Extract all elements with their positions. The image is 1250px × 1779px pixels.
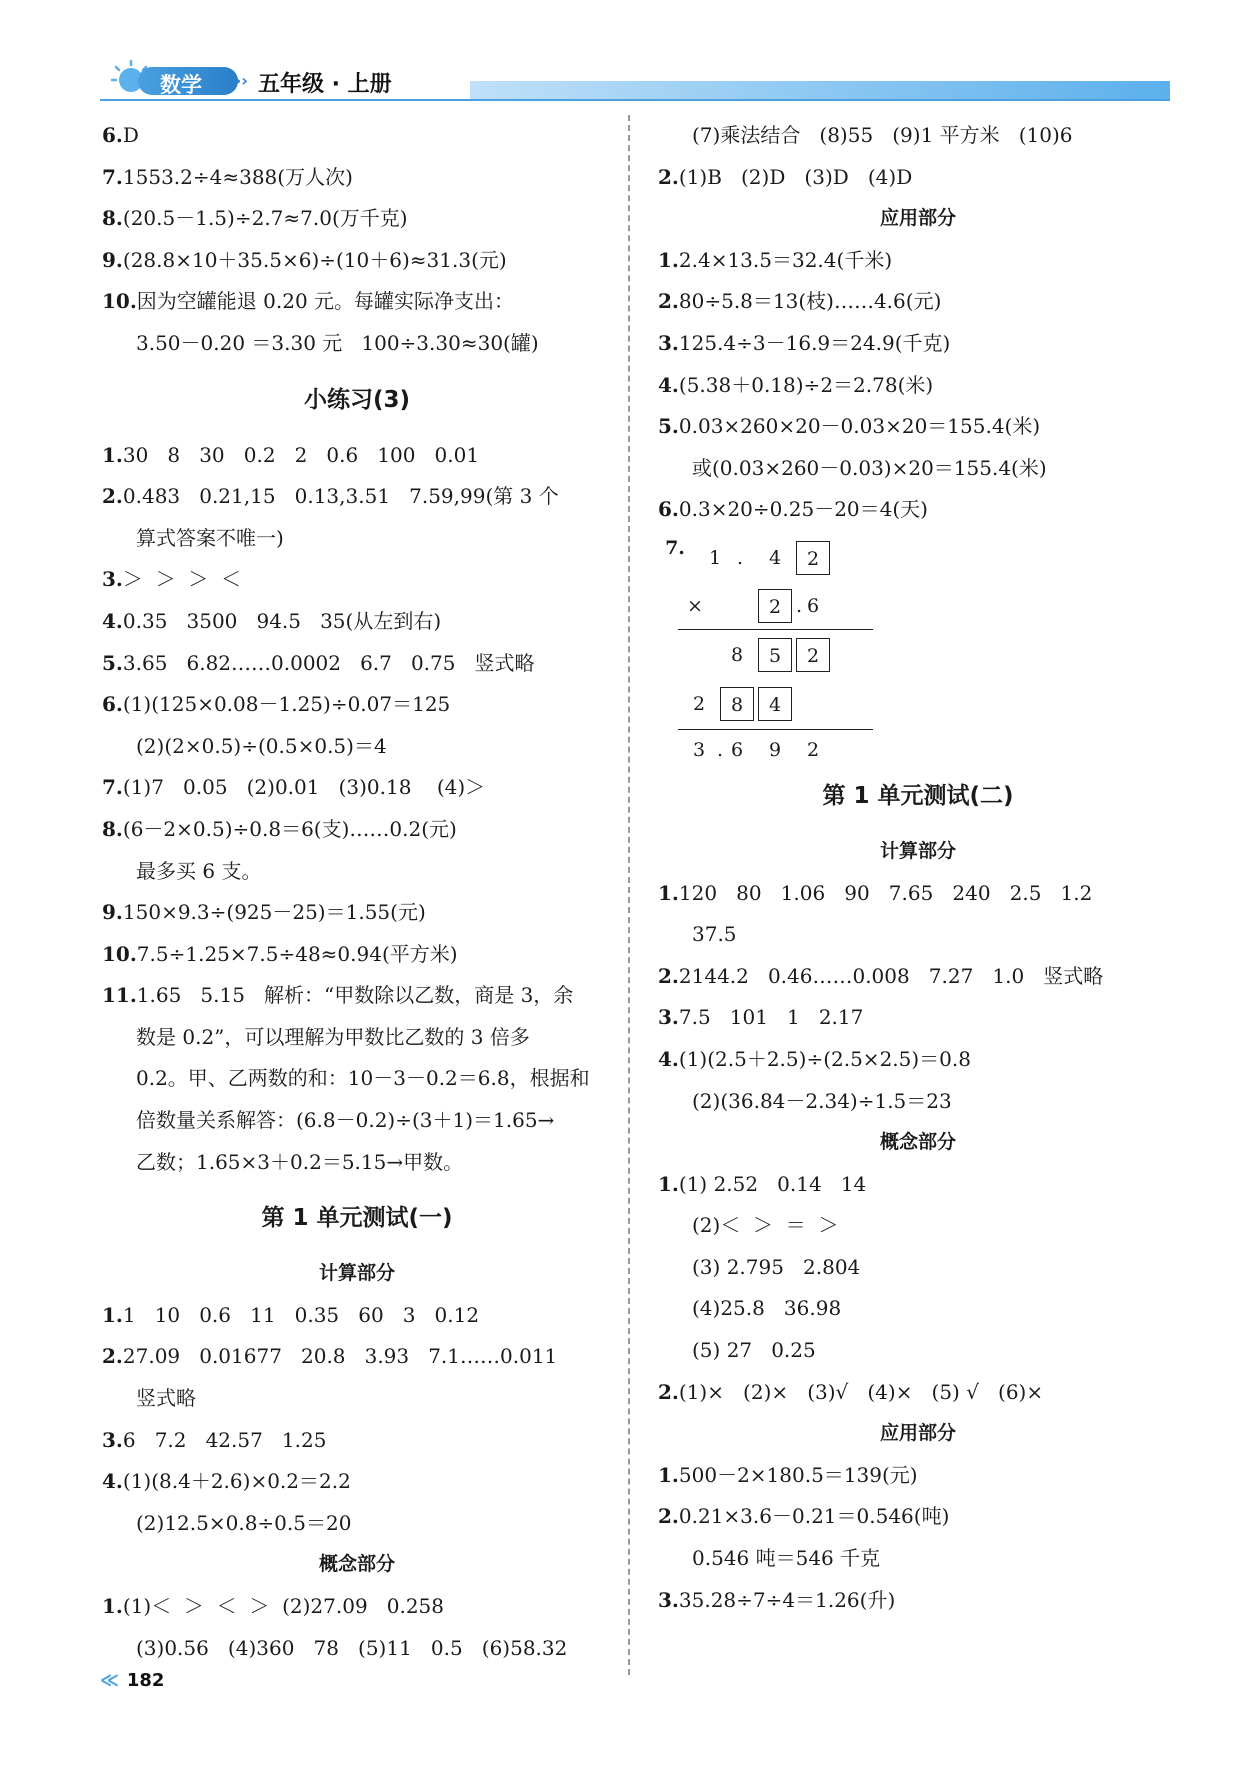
answer-text: 1.65 5.15 解析：“甲数除以乙数，商是 3，余 — [136, 983, 574, 1008]
answer-line — [102, 809, 612, 851]
question-number: 11. — [102, 983, 137, 1008]
answer-line — [102, 157, 612, 199]
question-number: 7. — [102, 164, 123, 189]
answer-line — [658, 157, 1178, 199]
question-number: 2. — [658, 1379, 679, 1404]
question-number: 3. — [102, 567, 123, 592]
question-number: 1. — [658, 247, 679, 272]
answer-text: 30 8 30 0.2 2 0.6 100 0.01 — [122, 442, 480, 467]
answer-line — [658, 997, 1178, 1039]
question-number: 5. — [658, 414, 679, 439]
answer-line — [102, 851, 612, 893]
answer-text: (1)(8.4＋2.6)×0.2＝2.2 — [122, 1469, 351, 1494]
question-number: 3. — [658, 1587, 679, 1612]
answer-line — [658, 1538, 1178, 1580]
left-column — [102, 115, 612, 1669]
answer-text: 竖式略 — [136, 1386, 196, 1411]
question-number: 2. — [658, 164, 679, 189]
vertical-multiplication — [665, 531, 1178, 761]
answer-line — [658, 1455, 1178, 1497]
section-title: 第 1 单元测试(二) — [822, 782, 1014, 809]
answer-line — [102, 1100, 612, 1142]
question-number: 5. — [102, 650, 123, 675]
right-column — [658, 115, 1178, 1621]
answer-text: 倍数量关系解答：(6.8－0.2)÷(3＋1)＝1.65→ — [136, 1108, 555, 1133]
answer-text: 7.5÷1.25×7.5÷48≈0.94(平方米) — [136, 941, 458, 966]
question-number: 3. — [658, 1005, 679, 1030]
answer-text: (2)12.5×0.8÷0.5＝20 — [136, 1510, 352, 1535]
answer-text: 125.4÷3－16.9＝24.9(千克) — [678, 330, 951, 355]
answer-line — [658, 323, 1178, 365]
subsection-title: 计算部分 — [879, 839, 956, 862]
answer-text: 最多买 6 支。 — [136, 858, 262, 883]
arrows-icon: ››› — [228, 71, 248, 90]
answer-line — [102, 601, 612, 643]
answer-line — [102, 1295, 612, 1337]
answer-text: 或(0.03×260－0.03)×20＝155.4(米) — [692, 455, 1047, 480]
answer-text: 0.483 0.21,15 0.13,3.51 7.59,99(第 3 个 — [122, 484, 559, 509]
answer-line — [102, 1503, 612, 1545]
answer-text: (5.38＋0.18)÷2＝2.78(米) — [678, 372, 934, 397]
digit: 6 — [730, 738, 744, 761]
answer-line — [102, 1586, 612, 1628]
answer-line — [102, 643, 612, 685]
answer-line — [102, 767, 612, 809]
answer-line — [658, 1372, 1178, 1414]
question-number: 1. — [102, 1302, 123, 1327]
column-divider — [628, 115, 630, 1675]
section-title: 小练习(3) — [303, 386, 411, 413]
rule — [678, 629, 873, 631]
answer-text: (1) 2.52 0.14 14 — [678, 1171, 867, 1196]
subsection-title: 应用部分 — [879, 1422, 956, 1445]
answer-text: 500－2×180.5＝139(元) — [678, 1462, 918, 1487]
answer-text: 3.65 6.82……0.0002 6.7 0.75 竖式略 — [122, 650, 535, 675]
answer-box: 8 — [720, 687, 754, 721]
answer-line — [658, 1247, 1178, 1289]
digit: 2 — [692, 692, 706, 715]
answer-line — [102, 281, 612, 323]
answer-text: (5) 27 0.25 — [692, 1338, 816, 1363]
answer-text: (1)7 0.05 (2)0.01 (3)0.18 (4)＞ — [122, 775, 486, 800]
answer-text: 35.28÷7÷4＝1.26(升) — [678, 1587, 896, 1612]
answer-line — [658, 1205, 1178, 1247]
question-number: 4. — [658, 1046, 679, 1071]
answer-line — [658, 406, 1178, 448]
question-number: 2. — [658, 1504, 679, 1529]
answer-text: ＞ ＞ ＞ ＜ — [122, 567, 242, 592]
question-number: 2. — [102, 1344, 123, 1369]
question-number: 8. — [102, 206, 123, 231]
answer-line — [658, 448, 1178, 490]
digit: 9 — [768, 738, 782, 761]
question-number: 6. — [102, 692, 123, 717]
answer-text: 7.5 101 1 2.17 — [678, 1005, 864, 1030]
answer-line — [102, 892, 612, 934]
answer-text: 1 10 0.6 11 0.35 60 3 0.12 — [122, 1302, 480, 1327]
question-number: 1. — [658, 1462, 679, 1487]
question-number: 8. — [102, 816, 123, 841]
answer-text: 120 80 1.06 90 7.65 240 2.5 1.2 — [678, 880, 1093, 905]
answer-line — [102, 975, 612, 1017]
answer-text: 150×9.3÷(925－25)＝1.55(元) — [122, 900, 426, 925]
answer-text: 6 7.2 42.57 1.25 — [122, 1427, 327, 1452]
question-number: 1. — [658, 1171, 679, 1196]
question-number: 1. — [102, 1594, 123, 1618]
answer-line — [658, 1081, 1178, 1123]
header-rule — [100, 99, 1170, 101]
answer-line — [102, 198, 612, 240]
answer-text: 乙数；1.65×3＋0.2＝5.15→甲数。 — [136, 1149, 464, 1174]
page-number-value: 182 — [126, 1670, 165, 1691]
answer-line — [102, 726, 612, 768]
answer-line — [658, 914, 1178, 956]
answer-line — [102, 1378, 612, 1420]
answer-text: 数是 0.2”，可以理解为甲数比乙数的 3 倍多 — [136, 1024, 530, 1049]
question-number: 1. — [102, 442, 123, 467]
answer-box: 2 — [758, 589, 792, 623]
answer-text: 1553.2÷4≈388(万人次) — [122, 164, 353, 189]
digit: 2 — [806, 738, 820, 761]
answer-text: (2)(36.84－2.34)÷1.5＝23 — [692, 1088, 952, 1113]
answer-box: 4 — [758, 687, 792, 721]
answer-line — [658, 1039, 1178, 1081]
answer-line — [658, 1330, 1178, 1372]
answer-text: (1)B (2)D (3)D (4)D — [678, 164, 913, 189]
digit: 1 — [708, 546, 722, 569]
chevron-left-icon: ≪ — [100, 1670, 119, 1691]
answer-text: (3) 2.795 2.804 — [692, 1254, 861, 1279]
subsection-title: 概念部分 — [318, 1553, 395, 1576]
question-number: 4. — [102, 608, 123, 633]
digit: . — [736, 546, 744, 569]
answer-text: (2)(2×0.5)÷(0.5×0.5)＝4 — [136, 733, 387, 758]
answer-line — [658, 956, 1178, 998]
answer-text: 0.21×3.6－0.21＝0.546(吨) — [678, 1504, 950, 1529]
question-number: 2. — [658, 963, 679, 988]
question-number: 3. — [658, 330, 679, 355]
answer-text: (1)(2.5＋2.5)÷(2.5×2.5)＝0.8 — [678, 1046, 971, 1071]
question-number: 9. — [102, 247, 123, 272]
answer-line — [102, 476, 612, 518]
answer-text: (1)× (2)× (3)√ (4)× (5) √ (6)× — [678, 1379, 1044, 1404]
answer-text: 0.03×260×20－0.03×20＝155.4(米) — [678, 414, 1041, 439]
answer-line — [102, 323, 612, 365]
digit: . — [795, 594, 803, 617]
question-number: 2. — [102, 484, 123, 509]
question-number: 2. — [658, 289, 679, 314]
answer-box: 5 — [758, 638, 792, 672]
question-number: 4. — [102, 1469, 123, 1494]
answer-text: (4)25.8 36.98 — [692, 1296, 842, 1321]
answer-line — [102, 240, 612, 282]
header-bar — [470, 81, 1170, 99]
question-number: 7. — [665, 536, 685, 559]
answer-line — [102, 1336, 612, 1378]
rule — [678, 729, 873, 731]
answer-line — [102, 435, 612, 477]
answer-text: (2)＜ ＞ ＝ ＞ — [692, 1213, 839, 1238]
answer-line — [658, 873, 1178, 915]
answer-line — [102, 1461, 612, 1503]
question-number: 10. — [102, 941, 137, 966]
answer-line — [102, 1420, 612, 1462]
page-number — [100, 1670, 164, 1691]
answer-line — [658, 240, 1178, 282]
answer-line — [102, 559, 612, 601]
section-title: 第 1 单元测试(一) — [261, 1205, 453, 1232]
digit: 8 — [730, 643, 744, 666]
answer-line — [658, 1580, 1178, 1622]
answer-line — [658, 1164, 1178, 1206]
answer-text: 0.35 3500 94.5 35(从左到右) — [122, 608, 442, 633]
answer-line — [102, 115, 612, 157]
answer-line — [102, 518, 612, 560]
answer-text: 因为空罐能退 0.20 元。每罐实际净支出： — [136, 289, 515, 314]
answer-text: 0.2。甲、乙两数的和：10－3－0.2＝6.8，根据和 — [136, 1066, 590, 1091]
answer-line — [102, 1058, 612, 1100]
answer-line — [658, 489, 1178, 531]
digit: 6 — [806, 594, 820, 617]
question-number: 6. — [102, 123, 123, 147]
answer-line — [102, 684, 612, 726]
answer-text: 0.546 吨＝546 千克 — [692, 1546, 881, 1571]
answer-line — [658, 365, 1178, 407]
answer-text: (3)0.56 (4)360 78 (5)11 0.5 (6)58.32 — [136, 1635, 568, 1660]
answer-text: 37.5 — [692, 922, 737, 947]
subsection-title: 概念部分 — [879, 1131, 956, 1154]
answer-text: (1)＜ ＞ ＜ ＞ (2)27.09 0.258 — [122, 1594, 444, 1618]
question-number: 10. — [102, 289, 137, 314]
answer-text: D — [122, 123, 139, 147]
answer-text: (6－2×0.5)÷0.8＝6(支)……0.2(元) — [122, 816, 457, 841]
digit: . — [716, 738, 724, 761]
answer-text: 算式答案不唯一) — [136, 525, 284, 550]
subsection-title: 应用部分 — [879, 207, 956, 230]
answer-text: (28.8×10＋35.5×6)÷(10＋6)≈31.3(元) — [122, 247, 507, 272]
subsection-title: 计算部分 — [318, 1262, 395, 1285]
answer-line — [658, 281, 1178, 323]
question-number: 9. — [102, 900, 123, 925]
answer-text: 2144.2 0.46……0.008 7.27 1.0 竖式略 — [678, 963, 1104, 988]
question-number: 3. — [102, 1427, 123, 1452]
answer-line — [102, 1142, 612, 1184]
answer-box: 2 — [796, 638, 830, 672]
subject-label: 数学 — [160, 73, 202, 97]
answer-text: 2.4×13.5＝32.4(千米) — [678, 247, 893, 272]
answer-text: 27.09 0.01677 20.8 3.93 7.1……0.011 — [122, 1344, 558, 1369]
answer-line — [658, 115, 1178, 157]
page-header — [100, 55, 1170, 105]
times-sign: × — [687, 594, 703, 617]
answer-line — [102, 1017, 612, 1059]
question-number: 1. — [658, 880, 679, 905]
answer-line — [102, 934, 612, 976]
answer-text: 80÷5.8＝13(枝)……4.6(元) — [678, 289, 942, 314]
digit: 4 — [768, 546, 782, 569]
question-number: 7. — [102, 775, 123, 800]
answer-line — [658, 1496, 1178, 1538]
answer-text: (20.5－1.5)÷2.7≈7.0(万千克) — [122, 206, 408, 231]
answer-text: (1)(125×0.08－1.25)÷0.07＝125 — [122, 692, 451, 717]
grade-label: 五年级 · 上册 — [258, 72, 392, 97]
answer-text: 3.50－0.20 ＝3.30 元 100÷3.30≈30(罐) — [136, 330, 539, 355]
answer-box: 2 — [796, 541, 830, 575]
answer-text: 0.3×20÷0.25－20＝4(天) — [678, 497, 928, 522]
answer-line — [658, 1288, 1178, 1330]
answer-line — [102, 1628, 612, 1670]
question-number: 4. — [658, 372, 679, 397]
question-number: 6. — [658, 497, 679, 522]
digit: 3 — [692, 738, 706, 761]
answer-text: (7)乘法结合 (8)55 (9)1 平方米 (10)6 — [692, 123, 1073, 147]
